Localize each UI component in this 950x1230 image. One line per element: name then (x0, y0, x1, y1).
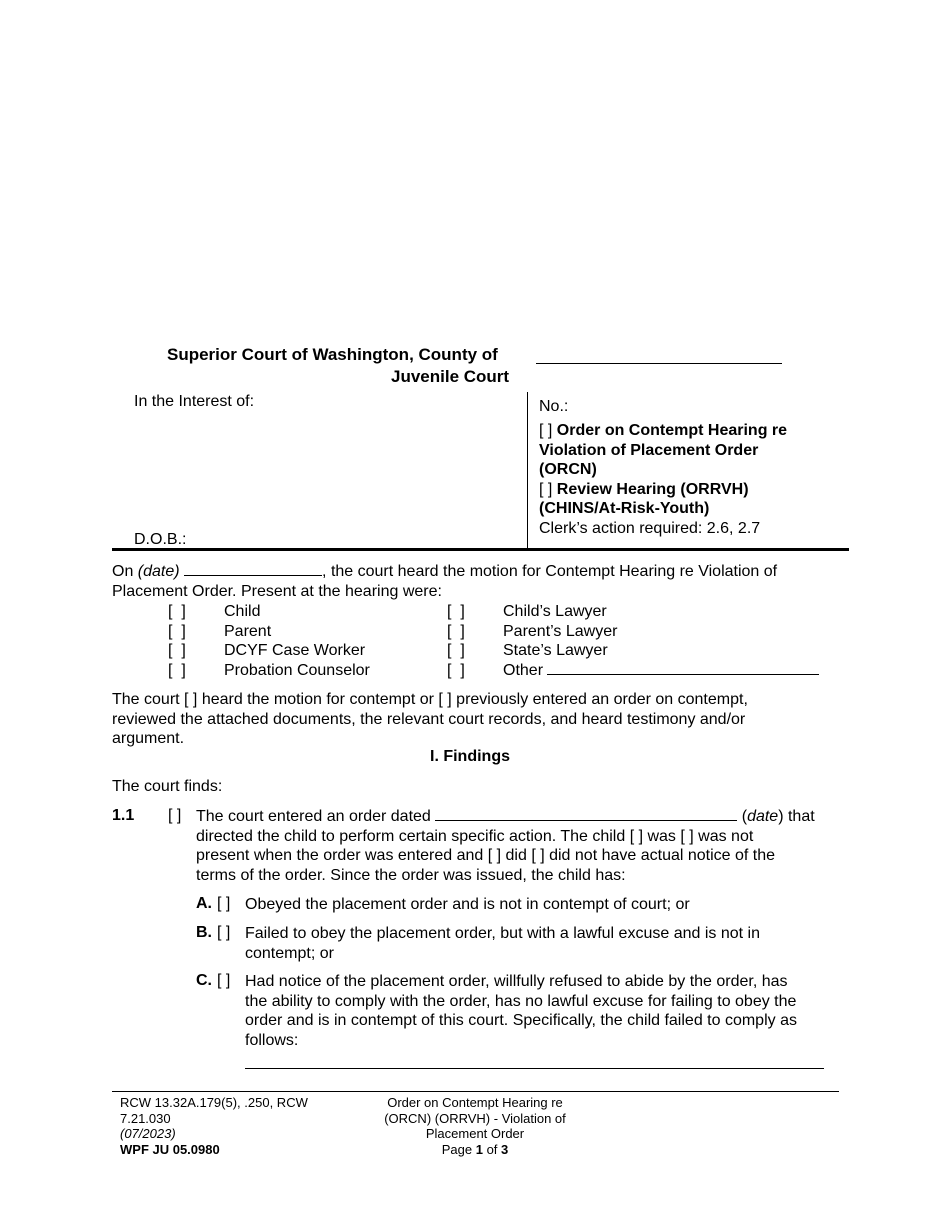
finding-text: terms of the order. Since the order was issued, the child has: (196, 866, 626, 884)
court-para-line: The court [ ] heard the motion for contempt or [ ] previously entered an order on contempt, (112, 691, 748, 708)
footer-title: (ORCN) (ORRVH) - Violation of (384, 1110, 566, 1126)
option-c-text: Had notice of the placement order, willfully refused to abide by the order, has the ability to comply with the order, has no lawful excuse for failing to obey the order and is in contempt of this court. Specifically, the child failed to comply as follows: (245, 973, 797, 1049)
caption-bottom-rule (112, 548, 849, 551)
footer-rule (112, 1091, 839, 1092)
option-b-text: Failed to obey the placement order, but with a lawful excuse and is not in contempt; or (245, 925, 760, 962)
county-blank-line[interactable] (536, 363, 782, 364)
orcn-checkbox[interactable]: [ ] (539, 422, 553, 439)
order-date-blank[interactable] (435, 820, 737, 821)
footer-form-number: WPF JU 05.0980 (120, 1141, 220, 1157)
dob-label: D.O.B.: (134, 531, 187, 548)
footer-rcw: RCW 13.32A.179(5), .250, RCW (120, 1095, 308, 1110)
intro-text: , the court heard the motion for Contempt Hearing re Violation of (322, 563, 778, 580)
intro-on: On (112, 563, 134, 580)
orrvh-title-line: Review Hearing (ORRVH) (556, 480, 749, 498)
intro-date-word: (date) (137, 563, 180, 580)
clerk-action: Clerk’s action required: 2.6, 2.7 (539, 519, 761, 537)
attendee-item[interactable]: [ ] State’s Lawyer (447, 642, 608, 659)
court-para-line: argument. (112, 730, 185, 747)
option-b-label: B. (196, 924, 212, 941)
orcn-title-line: (ORCN) (539, 461, 597, 478)
footer-center (360, 1095, 590, 1157)
court-para-line: reviewed the attached documents, the relevant court records, and heard testimony and/or (112, 710, 746, 728)
option-a-checkbox[interactable]: [ ] (217, 895, 231, 912)
findings-heading: I. Findings (430, 748, 510, 765)
attendees-left-list (168, 602, 370, 680)
court-title: Superior Court of Washington, County of (167, 345, 498, 364)
finding-date-word: date (747, 808, 779, 825)
option-a-text: Obeyed the placement order and is not in contempt of court; or (245, 896, 690, 913)
finding-text: that (783, 808, 815, 825)
attendee-item[interactable]: [ ] Parent’s Lawyer (447, 622, 618, 640)
noncompliance-blank-line[interactable] (245, 1068, 824, 1069)
finding-text: directed the child to perform certain specific action. The child [ ] was [ ] was not (196, 827, 754, 845)
orcn-title-line: Order on Contempt Hearing re (556, 422, 788, 439)
footer-title: Placement Order (425, 1126, 525, 1141)
title-block-orcn (539, 421, 787, 538)
footer-left (120, 1095, 308, 1157)
option-a-label: A. (196, 895, 212, 912)
other-attendee-blank[interactable] (547, 674, 819, 675)
finding-text: The court entered an order dated (196, 808, 431, 825)
attendee-item[interactable]: [ ] DCYF Case Worker (168, 642, 366, 659)
caption-divider (527, 392, 528, 549)
attendee-item[interactable]: [ ] Child (168, 603, 261, 620)
finding-1-1-checkbox[interactable]: [ ] (168, 807, 182, 824)
finding-1-1-text: The court entered an order dated (date) that directed the child to perform certain specific action. The child [ ] was [ ] was not present when the order was entered and [ ] did [ ] did not have actual notice of the terms of the order. Since the order was issued, the child has: (196, 807, 846, 885)
case-number-label: No.: (539, 398, 569, 415)
orrvh-title-line: (CHINS/At-Risk-Youth) (539, 500, 710, 517)
orrvh-checkbox[interactable]: [ ] (539, 480, 553, 498)
attendee-item[interactable]: [ ] Parent (168, 622, 272, 640)
intro-text-line2: Placement Order. Present at the hearing were: (112, 582, 442, 600)
option-b-checkbox[interactable]: [ ] (217, 924, 231, 941)
option-c-checkbox[interactable]: [ ] (217, 972, 231, 989)
attendees-right-list (447, 602, 819, 680)
hearing-date-blank[interactable] (184, 575, 322, 576)
finding-number: 1.1 (112, 807, 135, 824)
finding-text: present when the order was entered and [ ] did [ ] did not have actual notice of the (196, 847, 776, 864)
interest-label: In the Interest of: (134, 393, 255, 410)
footer-title: Order on Contempt Hearing re (387, 1095, 563, 1110)
footer-rcw: 7.21.030 (120, 1110, 171, 1126)
footer-date: (07/2023) (120, 1126, 176, 1141)
orcn-title-line: Violation of Placement Order (539, 441, 759, 459)
page-number: Page 1 of 3 (441, 1141, 509, 1157)
intro-paragraph (112, 562, 842, 601)
attendee-item[interactable]: [ ] Probation Counselor (168, 661, 370, 679)
option-c-label: C. (196, 972, 212, 989)
court-paragraph (112, 690, 842, 749)
court-division: Juvenile Court (391, 367, 510, 386)
attendee-item[interactable]: [ ] Child’s Lawyer (447, 603, 607, 620)
attendee-item[interactable]: [ ] Other (447, 661, 819, 681)
findings-intro: The court finds: (112, 778, 223, 795)
